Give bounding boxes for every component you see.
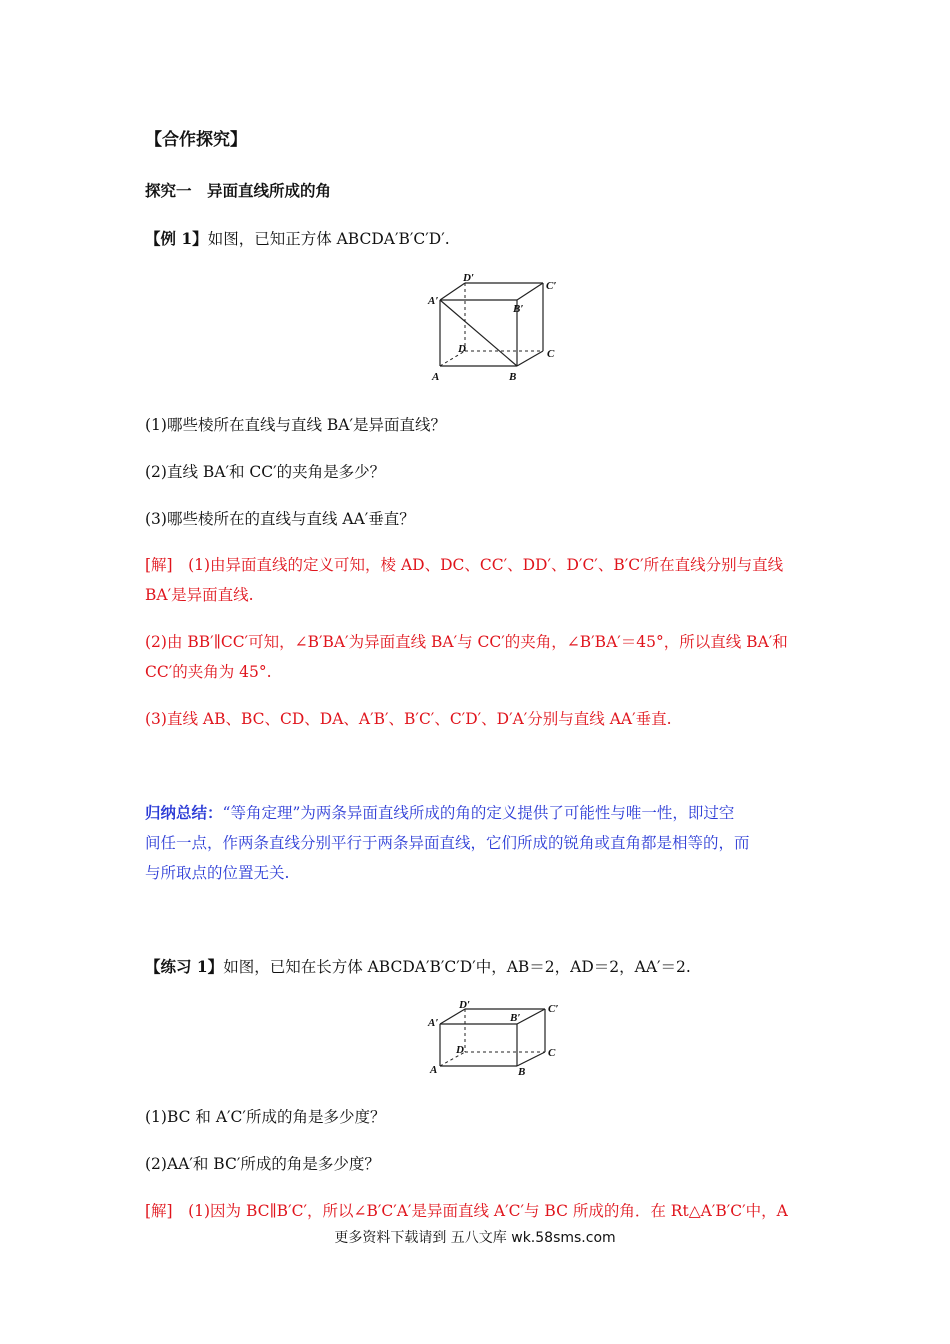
subsection-title: 探究一 异面直线所成的角 (145, 181, 332, 200)
practice1-label: 【练习 1】 (145, 957, 224, 976)
example1-text: 如图，已知正方体 ABCDA′B′C′D′. (207, 230, 450, 248)
summary-label: 归纳总结： (145, 803, 223, 822)
example1-sol2-line2: CC′的夹角为 45°. (145, 663, 272, 681)
box-label-d: D (456, 1044, 464, 1056)
example1-label: 【例 1】 (145, 229, 208, 248)
cube-label-d: D (458, 343, 466, 355)
practice1-q1: (1)BC 和 A′C′所成的角是多少度？ (145, 1108, 386, 1126)
cube-label-a1: A′ (428, 295, 439, 307)
example1-q3: (3)哪些棱所在的直线与直线 AA′垂直？ (145, 510, 415, 528)
example1-q2: (2)直线 BA′和 CC′的夹角是多少？ (145, 463, 386, 481)
cube-label-b: B (509, 371, 517, 383)
example1-sol2-line1: (2)由 BB′∥CC′可知，∠B′BA′为异面直线 BA′与 CC′的夹角，∠B′BA′＝45°，所以直线 BA′和 (145, 633, 788, 651)
example1-sol1-line2: BA′是异面直线. (145, 586, 254, 604)
example1-sol1-line1: [解] (1)由异面直线的定义可知，棱 AD、DC、CC′、DD′、D′C′、B′C′所在直线分别与直线 (145, 556, 784, 574)
box-label-d1: D′ (459, 999, 471, 1011)
section-title: 【合作探究】 (145, 130, 247, 150)
box-label-c: C (548, 1047, 556, 1059)
example1-intro (145, 227, 450, 249)
summary-line2: 间任一点，作两条直线分别平行于两条异面直线，它们所成的锐角或直角都是相等的，而 (145, 834, 750, 852)
box-label-c1: C′ (548, 1003, 559, 1015)
footer-text: 更多资料下载请到 五八文库 wk.58sms.com (334, 1230, 616, 1246)
box-label-a: A (430, 1064, 438, 1076)
summary-line3: 与所取点的位置无关. (145, 864, 290, 882)
practice1-q2: (2)AA′和 BC′所成的角是多少度？ (145, 1155, 380, 1173)
cube-label-c: C (547, 348, 555, 360)
cube-label-b1: B′ (513, 303, 524, 315)
practice1-text: 如图，已知在长方体 ABCDA′B′C′D′中，AB＝2，AD＝2，AA′＝2. (223, 958, 691, 976)
summary-text1: “等角定理”为两条异面直线所成的角的定义提供了可能性与唯一性，即过空 (222, 804, 735, 822)
box-label-b: B (518, 1066, 526, 1078)
cube-figure (425, 272, 565, 387)
practice1-sol1: [解] (1)因为 BC∥B′C′，所以∠B′C′A′是异面直线 A′C′与 BC 所成的角．在 Rt△A′B′C′中，A (145, 1202, 788, 1220)
example1-sol3: (3)直线 AB、BC、CD、DA、A′B′、B′C′、C′D′、D′A′分别与直线 AA′垂直. (145, 710, 672, 728)
cube-label-d1: D′ (463, 272, 475, 284)
cube-label-a: A (432, 371, 440, 383)
box-label-b1: B′ (510, 1012, 521, 1024)
box-label-a1: A′ (428, 1017, 439, 1029)
practice1-intro (145, 955, 691, 977)
box-figure (425, 995, 565, 1080)
summary-line1 (145, 801, 734, 823)
example1-q1: (1)哪些棱所在直线与直线 BA′是异面直线？ (145, 416, 446, 434)
cube-label-c1: C′ (546, 280, 557, 292)
